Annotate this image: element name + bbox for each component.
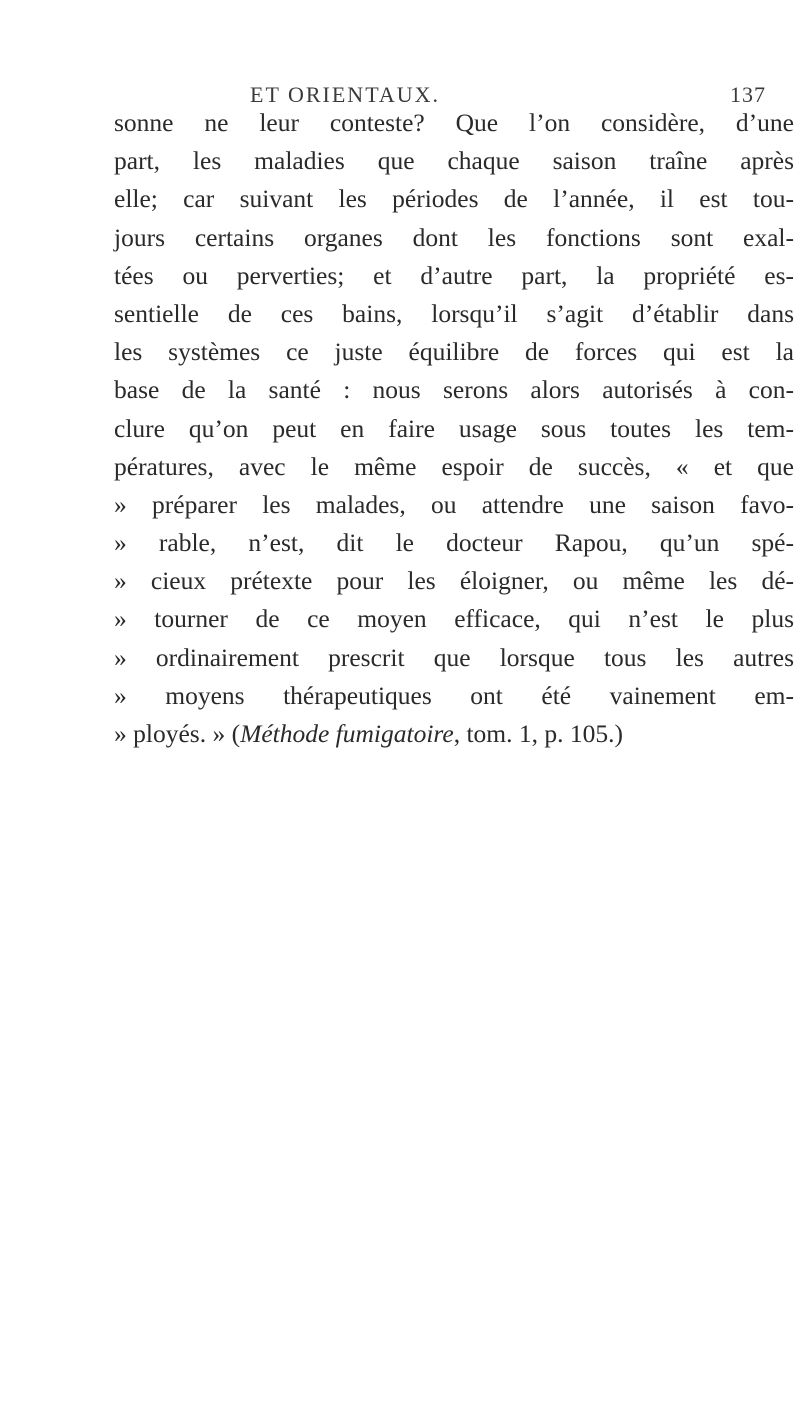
text-line-11: » préparer les malades, ou attendre une saison favo- (114, 489, 794, 519)
text-line-9: clure qu’on peut en faire usage sous toutes les tem- (114, 413, 794, 443)
text-line-14: » tourner de ce moyen efficace, qui n’est le plus (114, 604, 794, 634)
text-line-8: base de la santé : nous serons alors autorisés à con- (114, 375, 794, 405)
text-line-3: elle; car suivant les périodes de l’année, il est tou- (114, 184, 794, 214)
text-line-13: » cieux prétexte pour les éloigner, ou même les dé- (114, 566, 794, 596)
text-line-4: jours certains organes dont les fonctions sont exal- (114, 222, 794, 252)
text-line-5: tées ou perverties; et d’autre part, la propriété es- (114, 260, 794, 290)
text-line-15: » ordinairement prescrit que lorsque tous les autres (114, 642, 794, 672)
citation-title: Méthode fumigatoire (240, 719, 454, 748)
citation-prefix: » ployés. » ( (114, 719, 241, 748)
text-line-7: les systèmes ce juste équilibre de forces qui est la (114, 337, 794, 367)
text-line-16: » moyens thérapeutiques ont été vainement em- (114, 680, 794, 710)
text-line-2: part, les maladies que chaque saison traîne après (114, 146, 794, 176)
running-title: ET ORIENTAUX. (250, 82, 441, 107)
text-line-10: pératures, avec le même espoir de succès, « et que (114, 451, 794, 481)
citation-suffix: , tom. 1, p. 105.) (453, 719, 624, 748)
text-line-17 (114, 715, 794, 753)
text-line-1: sonne ne leur conteste? Que l’on considère, d’une (114, 108, 794, 137)
page-number: 137 (730, 82, 766, 107)
text-line-6: sentielle de ces bains, lorsqu’il s’agit d’établir dans (114, 298, 794, 328)
body-paragraph (114, 104, 794, 753)
text-line-12: » rable, n’est, dit le docteur Rapou, qu’un spé- (114, 528, 794, 558)
